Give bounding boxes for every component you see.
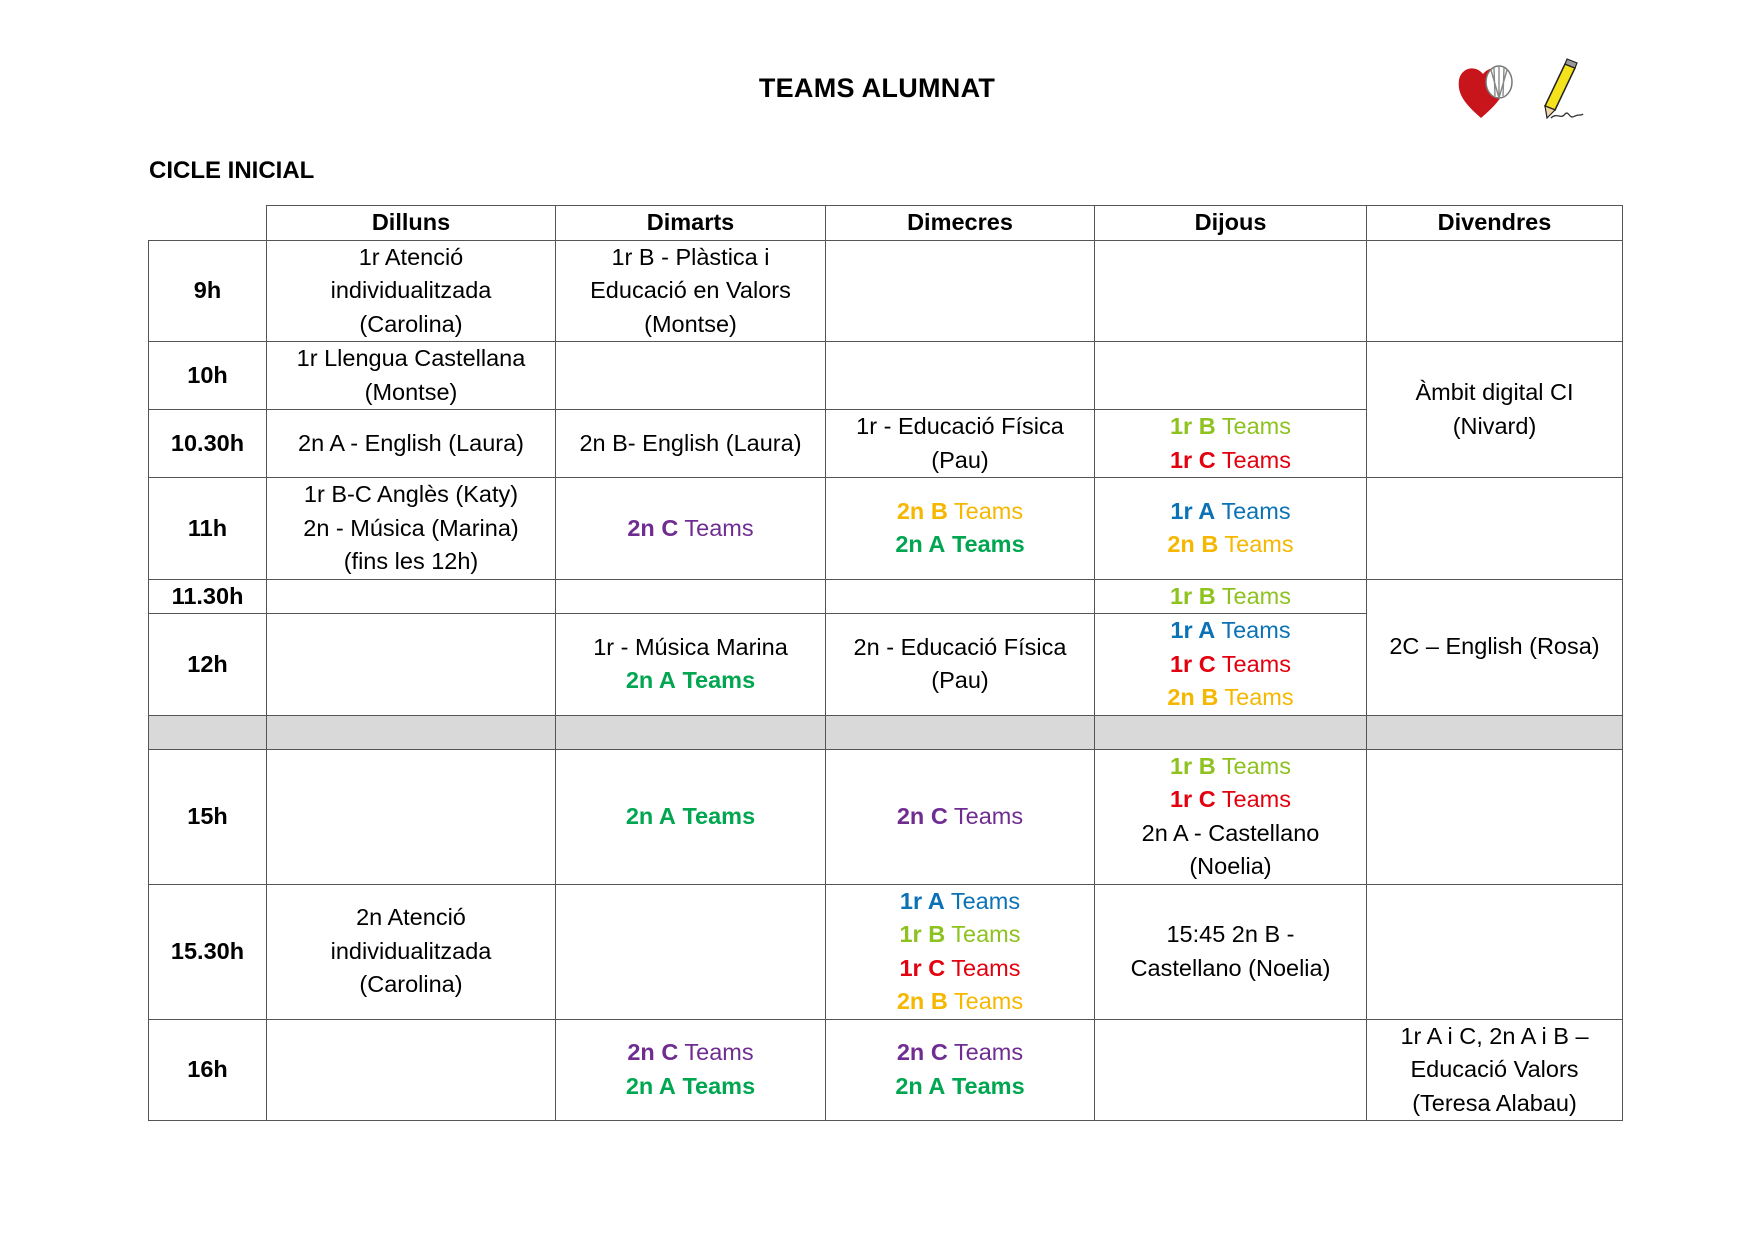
teams-group-line	[560, 1070, 821, 1104]
day-header-dimecres: Dimecres	[826, 206, 1095, 241]
school-logo	[1455, 58, 1615, 128]
time-cell: 12h	[149, 614, 267, 716]
group-label: 2n C	[627, 1039, 679, 1066]
teams-label: Teams	[1221, 617, 1291, 643]
teams-group-line	[560, 664, 821, 698]
teams-group-line	[830, 1036, 1090, 1070]
cell-text-line: 1r - Educació Física	[856, 413, 1064, 439]
teams-group-line	[1099, 495, 1362, 529]
day-header-dilluns: Dilluns	[267, 206, 556, 241]
break-cell	[149, 715, 267, 749]
group-label: 1r B	[1169, 582, 1216, 609]
cell-fri-1130h	[1367, 579, 1623, 715]
teams-label: Teams	[951, 1072, 1025, 1099]
teams-label: Teams	[950, 887, 1021, 914]
header-row	[149, 206, 1623, 241]
teams-label: Teams	[953, 497, 1024, 524]
cell-text-line: (fins les 12h)	[343, 548, 479, 574]
time-cell: 9h	[149, 240, 267, 342]
group-label: 1r C	[1169, 446, 1216, 473]
cell-text-line: 1r Atenció	[358, 243, 464, 270]
cell-text-line: Educació Valors	[1410, 1056, 1579, 1082]
teams-label: Teams	[951, 921, 1021, 947]
cell-wed-11h	[826, 478, 1095, 580]
teams-group-line	[830, 800, 1090, 834]
teams-group-line	[830, 918, 1090, 952]
teams-label: Teams	[682, 1072, 756, 1099]
group-label: 2n B	[896, 497, 948, 524]
time-cell: 16h	[149, 1019, 267, 1121]
group-label: 2n C	[627, 514, 679, 541]
teams-label: Teams	[953, 1039, 1024, 1066]
teams-label: Teams	[1224, 684, 1294, 710]
cell-wed-16h	[826, 1019, 1095, 1121]
cell-fri-11h	[1367, 478, 1623, 580]
cell-text-line: (Carolina)	[359, 971, 463, 998]
teams-group-line	[1099, 648, 1362, 682]
cell-mon-1130h	[267, 579, 556, 614]
group-label: 1r B	[899, 921, 946, 947]
break-cell	[267, 715, 556, 749]
teams-group-line	[1099, 444, 1362, 478]
cell-text-line: (Noelia)	[1189, 853, 1272, 879]
cell-text-line: 1r B-C Anglès (Katy)	[303, 481, 519, 507]
cell-mon-1030h	[267, 410, 556, 478]
cell-fri-9h	[1367, 240, 1623, 342]
cell-mon-12h	[267, 614, 556, 716]
timetable	[148, 205, 1623, 1121]
group-label: 2n C	[896, 1039, 948, 1066]
group-label: 2n B	[896, 988, 948, 1014]
cell-text-line: Àmbit digital CI	[1415, 379, 1574, 405]
section-heading: CICLE INICIAL	[149, 157, 315, 184]
cell-mon-15h	[267, 749, 556, 884]
teams-label: Teams	[1221, 752, 1292, 779]
cell-tue-16h	[556, 1019, 826, 1121]
break-cell	[1095, 715, 1367, 749]
teams-label: Teams	[1221, 786, 1292, 812]
time-cell: 10.30h	[149, 410, 267, 478]
cell-tue-12h	[556, 614, 826, 716]
cell-text-line: (Montse)	[644, 310, 737, 337]
group-label: 2n A	[895, 531, 946, 558]
teams-label: Teams	[1221, 413, 1292, 439]
teams-label: Teams	[951, 531, 1025, 558]
time-cell: 15h	[149, 749, 267, 884]
teams-group-line	[830, 495, 1090, 529]
group-label: 2n A	[625, 667, 676, 694]
group-label: 2n A	[625, 1072, 676, 1099]
cell-text-line: 1r A i C, 2n A i B –	[1400, 1022, 1589, 1049]
teams-group-line	[830, 952, 1090, 986]
cell-mon-11h	[267, 478, 556, 580]
row-1130h	[149, 579, 1623, 614]
cell-mon-16h	[267, 1019, 556, 1121]
lunch-break-row	[149, 715, 1623, 749]
cell-thu-1130h	[1095, 579, 1367, 614]
cell-text-line: 2n - Música (Marina)	[303, 514, 519, 541]
page-title: TEAMS ALUMNAT	[758, 73, 996, 103]
group-label: 1r C	[1169, 786, 1216, 812]
teams-group-line	[560, 1036, 821, 1070]
teams-label: Teams	[684, 514, 754, 541]
teams-label: Teams	[951, 954, 1021, 981]
cell-fri-10h	[1367, 342, 1623, 478]
cell-tue-15h	[556, 749, 826, 884]
cell-wed-1530h	[826, 884, 1095, 1019]
break-cell	[826, 715, 1095, 749]
group-label: 1r B	[1169, 413, 1216, 439]
cell-text-line: Educació en Valors	[590, 277, 791, 303]
cell-tue-10h	[556, 342, 826, 410]
cell-text-line: 2n A - English (Laura)	[298, 429, 524, 456]
row-1530h	[149, 884, 1623, 1019]
group-label: 1r A	[1170, 497, 1216, 524]
group-label: 1r C	[899, 954, 946, 981]
teams-label: Teams	[684, 1039, 754, 1066]
cell-tue-1030h	[556, 410, 826, 478]
cell-thu-11h	[1095, 478, 1367, 580]
day-header-divendres: Divendres	[1367, 206, 1623, 241]
cell-mon-9h	[267, 240, 556, 342]
row-10h	[149, 342, 1623, 410]
cell-tue-1130h	[556, 579, 826, 614]
cell-text-line: (Carolina)	[359, 310, 463, 337]
cell-text-line: 1r Llengua Castellana	[296, 345, 526, 371]
cell-wed-15h	[826, 749, 1095, 884]
cell-text-line: 1r B - Plàstica i	[611, 243, 770, 270]
teams-group-line	[1099, 580, 1362, 614]
teams-label: Teams	[1221, 650, 1292, 677]
cell-text-line: (Teresa Alabau)	[1412, 1089, 1577, 1116]
group-label: 1r A	[1170, 617, 1216, 643]
teams-group-line	[830, 528, 1090, 562]
cell-text-line: 2n - Educació Física	[853, 633, 1067, 660]
row-9h	[149, 240, 1623, 342]
cell-mon-10h	[267, 342, 556, 410]
teams-label: Teams	[953, 988, 1024, 1014]
row-15h	[149, 749, 1623, 884]
cell-mon-1530h	[267, 884, 556, 1019]
cell-thu-1530h	[1095, 884, 1367, 1019]
cell-text-line: (Pau)	[931, 446, 989, 473]
teams-label: Teams	[1221, 582, 1292, 609]
group-label: 1r C	[1169, 650, 1216, 677]
day-header-dijous: Dijous	[1095, 206, 1367, 241]
cell-thu-12h	[1095, 614, 1367, 716]
cell-fri-1530h	[1367, 884, 1623, 1019]
time-cell: 10h	[149, 342, 267, 410]
teams-group-line	[1099, 614, 1362, 648]
teams-group-line	[1099, 681, 1362, 715]
teams-group-line	[560, 512, 821, 546]
group-label: 2n A	[625, 802, 676, 829]
group-label: 1r B	[1169, 752, 1216, 779]
pencil-icon	[1545, 59, 1583, 118]
group-label: 2n B	[1167, 684, 1219, 710]
teams-group-line	[1099, 783, 1362, 817]
cell-thu-10h	[1095, 342, 1367, 410]
group-label: 2n A	[895, 1072, 946, 1099]
cell-tue-11h	[556, 478, 826, 580]
cell-wed-12h	[826, 614, 1095, 716]
time-cell: 15.30h	[149, 884, 267, 1019]
cell-text-line: Castellano (Noelia)	[1130, 954, 1331, 981]
group-label: 2n C	[896, 802, 948, 829]
time-cell: 11h	[149, 478, 267, 580]
row-16h	[149, 1019, 1623, 1121]
teams-group-line	[560, 800, 821, 834]
teams-group-line	[830, 1070, 1090, 1104]
cell-fri-16h	[1367, 1019, 1623, 1121]
teams-group-line	[1099, 528, 1362, 562]
cell-thu-16h	[1095, 1019, 1367, 1121]
teams-group-line	[1099, 750, 1362, 784]
teams-group-line	[830, 985, 1090, 1019]
cell-text-line: 2C – English (Rosa)	[1389, 633, 1600, 660]
cell-wed-9h	[826, 240, 1095, 342]
cell-fri-15h	[1367, 749, 1623, 884]
cell-wed-1130h	[826, 579, 1095, 614]
cell-wed-10h	[826, 342, 1095, 410]
corner-cell	[149, 206, 267, 241]
cell-text-line: 2n A - Castellano	[1141, 819, 1320, 846]
teams-label: Teams	[1224, 531, 1294, 558]
cell-text-line: 2n Atenció	[356, 904, 466, 931]
teams-label: Teams	[682, 802, 756, 829]
cell-text-line: (Pau)	[931, 667, 989, 694]
row-11h	[149, 478, 1623, 580]
cell-text-line: 1r - Música Marina	[593, 633, 788, 660]
cell-thu-1030h	[1095, 410, 1367, 478]
teams-label: Teams	[1221, 497, 1291, 524]
cell-tue-9h	[556, 240, 826, 342]
cell-text-line: (Nivard)	[1452, 412, 1537, 439]
group-label: 1r A	[899, 887, 945, 914]
teams-label: Teams	[1221, 446, 1292, 473]
cell-text-line: 2n B- English (Laura)	[579, 429, 802, 456]
break-cell	[556, 715, 826, 749]
group-label: 2n B	[1167, 531, 1219, 558]
time-cell: 11.30h	[149, 579, 267, 614]
cell-text-line: individualitzada	[330, 277, 492, 303]
cell-text-line: (Montse)	[364, 378, 458, 405]
cell-wed-1030h	[826, 410, 1095, 478]
cell-thu-9h	[1095, 240, 1367, 342]
break-cell	[1367, 715, 1623, 749]
teams-group-line	[1099, 410, 1362, 444]
cell-thu-15h	[1095, 749, 1367, 884]
teams-label: Teams	[682, 667, 756, 694]
teams-group-line	[830, 885, 1090, 919]
teams-label: Teams	[953, 802, 1024, 829]
day-header-dimarts: Dimarts	[556, 206, 826, 241]
cell-text-line: 15:45 2n B -	[1166, 921, 1295, 947]
cell-tue-1530h	[556, 884, 826, 1019]
cell-text-line: individualitzada	[330, 937, 492, 964]
